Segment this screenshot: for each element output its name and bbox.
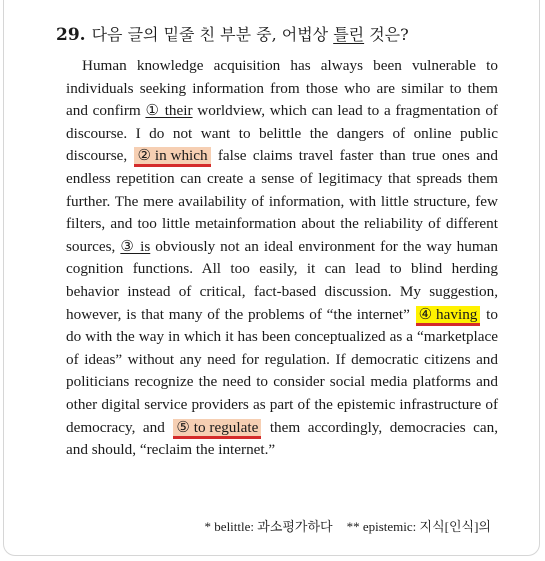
question-underlined-word: 틀린: [333, 25, 365, 44]
question-card: [3, 0, 540, 556]
question-suffix: 것은?: [364, 25, 409, 44]
question-stem: [56, 22, 409, 45]
choice-1: ① their: [145, 102, 193, 120]
footnotes: [205, 516, 491, 535]
choice-3: ③ is: [120, 237, 151, 255]
choice-5-highlight: ⑤ to regulate: [173, 419, 261, 439]
passage: [66, 55, 498, 462]
question-prefix: 다음 글의 밑줄 친 부분 중, 어법상: [91, 25, 334, 44]
passage-text-5: to do with the way in which it has been conceptualized as a “marketplace of ideas” without any need for regulation. If democratic citizens and politicians recognize the need to consider social media platforms and other digital service providers as part of the epistemic infrastructure of democracy, and: [66, 305, 498, 436]
passage-text-2: worldview, which can lead to a fragmentation of discourse. I do not want to belittle the dangers of online public discourse,: [66, 102, 498, 165]
passage-text-3: false claims travel faster than true ones and endless repetition can create a sense of legitimacy that spreads them further. The mere availability of information, with little structure, few filters, and too little metainformation about the reliability of different sources,: [66, 147, 498, 255]
footnote-belittle: * belittle: 과소평가하다: [204, 519, 333, 534]
choice-4-highlight: ④ having: [416, 306, 481, 326]
footnote-epistemic: ** epistemic: 지식[인식]의: [346, 519, 491, 534]
passage-text-1: Human knowledge acquisition has always been vulnerable to individuals seeking information from those who are similar to them and confirm: [66, 57, 498, 120]
passage-text-4: obviously not an ideal environment for the way human cognition functions. All too easily, it can lead to blind herding behavior instead of critical, fact-based discussion. My suggestion, however, is that many of the problems of “the internet”: [66, 237, 498, 323]
passage-text-6: them accordingly, democracies can, and should, “reclaim the internet.”: [66, 418, 498, 459]
choice-2-highlight: ② in which: [134, 147, 210, 167]
question-number: 29.: [56, 25, 86, 45]
